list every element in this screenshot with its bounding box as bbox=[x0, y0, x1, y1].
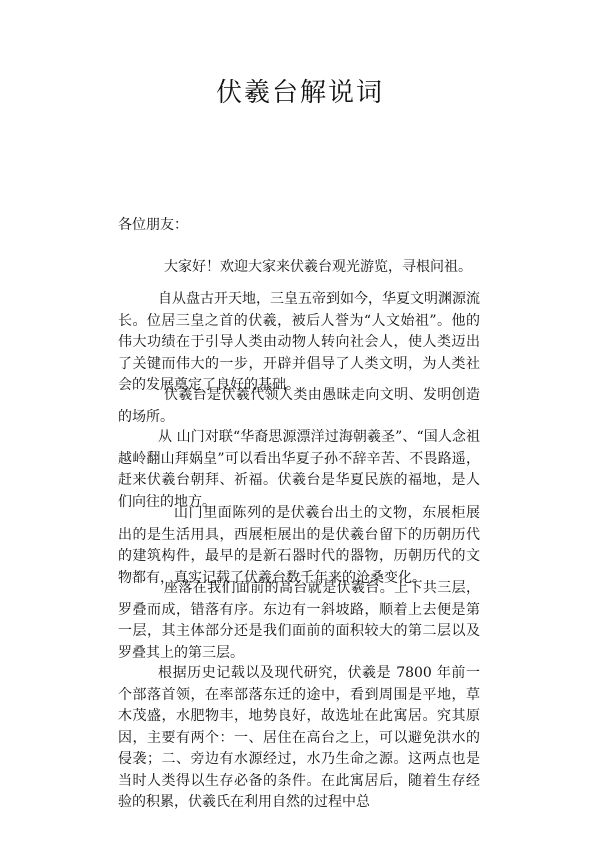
paragraph-welcome: 大家好！欢迎大家来伏羲台观光游览，寻根问祖。 bbox=[164, 259, 472, 275]
page-title: 伏羲台解说词 bbox=[215, 78, 384, 108]
paragraph-gate-couplet: 从 山门对联“华裔思源漂洋过海朝羲圣”、“国人念祖越岭翻山拜娲皇”可以看出华夏子孙不辞辛苦、不畏路遥，赶来伏羲台朝拜、祈福。伏羲台是华夏民族的福地，是人们向往的地方。 bbox=[118, 429, 480, 510]
paragraph-platform-structure: 座落在我们面前的高台就是伏羲台。上下共三层，罗叠而成，错落有序。东边有一斜坡路，顺着上去便是第一层，其主体部分还是我们面前的面积较大的第二层以及罗叠其上的第三层。 bbox=[118, 580, 480, 661]
paragraph-history: 根据历史记载以及现代研究，伏羲是 7800 年前一个部落首领，在率部落东迁的途中，看到周围是平地，草木茂盛，水肥物丰，地势良好，故选址在此寓居。究其原因，主要有两个：一、居住在高台之上，可以避免洪水的侵袭；二、旁边有水源经过，水乃生命之源。这两点也是当时人类得以生存必备的条件。在此寓居后，随着生存经验的积累，伏羲氏在利用自然的过程中总 bbox=[118, 665, 480, 810]
paragraph-platform-purpose: 伏羲台是伏羲代领人类由愚昧走向文明、发明创造的场所。 bbox=[118, 387, 480, 425]
paragraph-fuxi-introduction: 自从盘古开天地，三皇五帝到如今，华夏文明渊源流长。位居三皇之首的伏羲，被后人誉为“人文始祖”。他的伟大功绩在于引导人类由动物人转向社会人，使人类迈出了关键而伟大的一步，开辟并倡导了人类文明，为人类社会的发展奠定了良好的基础。 bbox=[118, 291, 480, 393]
salutation: 各位朋友： bbox=[118, 217, 188, 233]
paragraph-exhibits: 山门里面陈列的是伏羲台出土的文物，东展柜展出的是生活用具，西展柜展出的是伏羲台留下的历朝历代的建筑构件，最早的是新石器时代的器物，历朝历代的文物都有，真实记载了伏羲台数千年来的沧桑变化。 bbox=[118, 505, 480, 586]
